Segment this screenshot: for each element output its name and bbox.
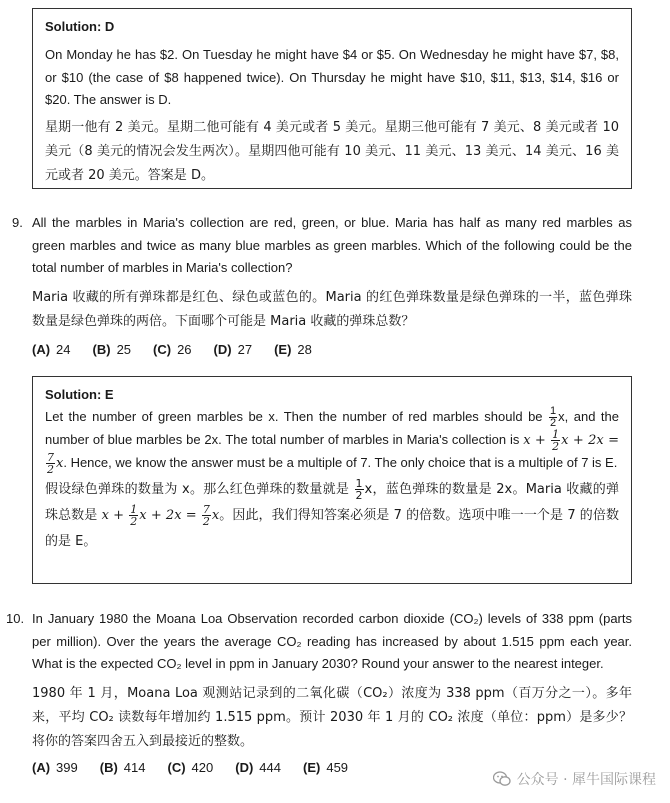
choice-d[interactable]: (D) 27	[213, 341, 253, 357]
watermark	[493, 769, 656, 789]
question-9	[12, 212, 632, 360]
choice-a[interactable]: (A) 399	[32, 759, 78, 775]
choice-e[interactable]: (E) 28	[274, 341, 312, 357]
total-expression: x + $\frac{1}{2}$ x + 2x = $\frac{7}{2}$ x	[47, 428, 619, 477]
solution-title: Solution: D	[45, 19, 115, 34]
question-text-en: In January 1980 the Moana Loa Observation recorded carbon dioxide (CO₂) levels of 338 ppm (parts per million). Over the years the average CO₂ reading has increased by about 1.515 ppm each year. What is the expected CO₂ level in ppm in January 2030? Round your answer to the nearest integer.	[32, 611, 632, 671]
question-text-en: All the marbles in Maria's collection are red, green, or blue. Maria has half as many red marbles as green marbles and twice as many blue marbles as green marbles. Which of the following could be the total number of marbles in Maria's collection?	[32, 215, 632, 275]
total-expression: x + $\frac{1}{2}$ x + 2x = $\frac{7}{2}$ x	[101, 503, 220, 529]
question-10	[6, 608, 632, 778]
question-text-cn: Maria 收藏的所有弹珠都是红色、绿色或蓝色的。Maria 的红色弹珠数量是绿色弹珠的一半，蓝色弹珠数量是绿色弹珠的两倍。下面哪个可能是 Maria 收藏的弹珠总数？	[32, 289, 632, 329]
choice-c[interactable]: (C) 420	[167, 759, 214, 775]
solution-text-en: On Monday he has $2. On Tuesday he might have $4 or $5. On Wednesday he might have $7, $8, or $10 (the case of $8 happened twice). On Thursday he might have $10, $11, $13, $14, $16 or $20. The answer is D.	[45, 47, 619, 107]
solution-text-cn: 星期一他有 2 美元。星期二他可能有 4 美元或者 5 美元。星期三他可能有 7 美元、8 美元或者 10 美元（8 美元的情况会发生两次）。星期四他可能有 10 美元、11 美元、13 美元、14 美元、16 美元或者 20 美元。答案是 D。	[45, 119, 619, 183]
choice-e[interactable]: (E) 459	[303, 759, 349, 775]
watermark-text: 公众号 · 犀牛国际课程	[516, 772, 656, 788]
solution-title: Solution: E	[45, 387, 114, 402]
fraction-half: $\frac{1}{2}$	[355, 477, 363, 503]
solution-box-8	[32, 8, 632, 189]
question-number: 9.	[12, 215, 23, 230]
solution-text-en: Let the number of green marbles be x. Then the number of red marbles should be $\frac{1}{2}$ x, and the number of blue marbles be 2x. The total number of marbles in Maria's collection is x + $\frac{1}{2}$ x + 2x = $\frac{7}{2}$ x. Hence, we know the answer must be a multiple of 7. The only choice that is a multiple of 7 is E.	[45, 405, 619, 477]
choice-c[interactable]: (C) 26	[153, 341, 192, 357]
question-number: 10.	[6, 611, 25, 626]
choice-b[interactable]: (B) 414	[99, 759, 146, 775]
solution-box-9	[32, 376, 632, 584]
choice-b[interactable]: (B) 25	[92, 341, 132, 357]
choice-a[interactable]: (A) 24	[32, 341, 71, 357]
answer-choices	[32, 340, 632, 360]
choice-d[interactable]: (D) 444	[235, 759, 281, 775]
fraction-half: $\frac{1}{2}$	[550, 405, 557, 430]
solution-text-cn: 假设绿色弹珠的数量为 x。那么红色弹珠的数量就是 $\frac{1}{2}$ x，蓝色弹珠的数量是 2x。Maria 收藏的弹珠总数是 x + $\frac{1}{2}$ x + 2x = $\frac{7}{2}$ x。因此，我们得知答案必须是 7 的倍数。选项中唯一一个是 7 的倍数的是 E。	[45, 477, 619, 550]
question-text-cn: 1980 年 1 月，Moana Loa 观测站记录到的二氧化碳（CO₂）浓度为 338 ppm（百万分之一）。多年来，平均 CO₂ 读数每年增加约 1.515 ppm。预计 2030 年 1 月的 CO₂ 浓度（单位：ppm）是多少？将你的答案四舍五入到最接近的整数。	[32, 685, 632, 749]
wechat-icon	[493, 771, 511, 787]
